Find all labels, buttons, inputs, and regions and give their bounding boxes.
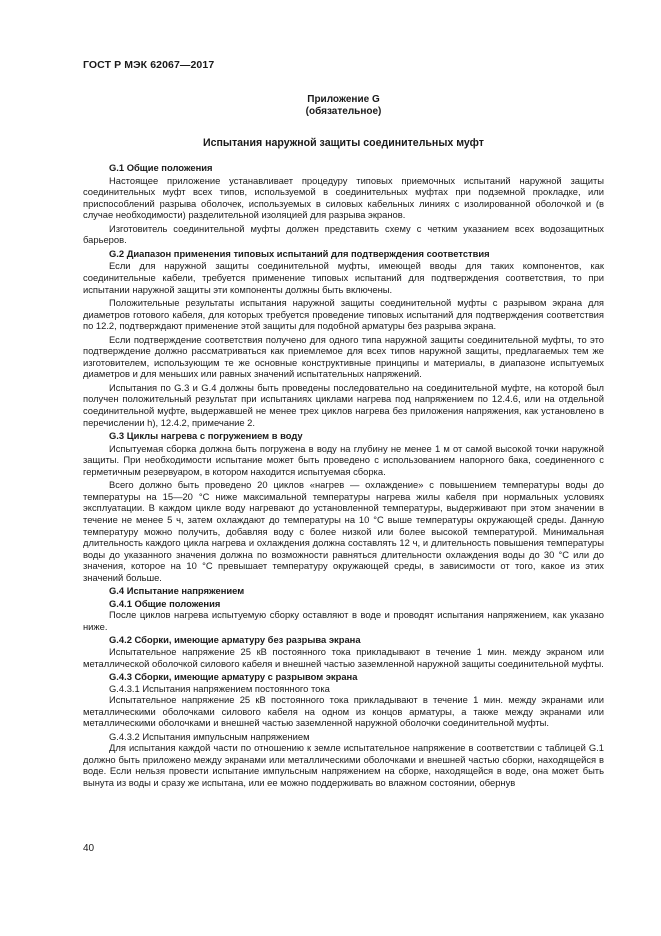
section-g2-paragraph: Если подтверждение соответствия получено для одного типа наружной защиты соединительной муфты, то это подтверждение должно рассматриваться как приемлемое для всех типов наружной защиты, предлагаемых тем же изготовителем, использующим те же основные конструктивные принципы и материалы, в диапазоне испытуемых диаметров и для меньших или равных значений испытательных напряжений. xyxy=(83,333,604,380)
document-header: ГОСТ Р МЭК 62067—2017 xyxy=(83,59,215,71)
section-g431-heading: G.4.3.1 Испытания напряжением постоянного тока xyxy=(109,682,330,694)
section-g1-heading: G.1 Общие положения xyxy=(109,162,213,174)
annex-title: Приложение G xyxy=(307,93,380,105)
section-g42-paragraph: Испытательное напряжение 25 кВ постоянного тока прикладывают в течение 1 мин. между экраном или металлической оболочкой силового кабеля и внешней частью заземленной наружной защиты соединительной муфты. xyxy=(83,645,604,669)
annex-status: (обязательное) xyxy=(305,105,382,117)
section-g2-paragraph: Положительные результаты испытания наружной защиты соединительной муфты с разрывом экрана для диаметров готового кабеля, для которых требуется проведение типовых испытаний для подтверждения соответствия по 12.2, подтверждают применение этой защиты для подобной арматуры без разрыва экрана. xyxy=(83,297,604,332)
section-g432-paragraph: Для испытания каждой части по отношению к земле испытательное напряжение в соответствии с таблицей G.1 должно быть приложено между экранами или металлическими оболочками и внешней частью сборки, находящейся в воде. Если нельзя провести испытание импульсным напряжением на сборке, находящейся в воде, она может быть вынута из воды и сразу же испытана, или ее можно поддерживать во влажном состоянии, обернув xyxy=(83,742,604,788)
section-g3-paragraph: Испытуемая сборка должна быть погружена в воду на глубину не менее 1 м от самой высокой точки наружной защиты. При необходимости испытание может быть проведено с использованием напорного бака, соединенного с герметичным резервуаром, в котором находится испытуемая сборка. xyxy=(83,442,604,477)
section-g2-paragraph: Испытания по G.3 и G.4 должны быть проведены последовательно на соединительной муфте, на которой был получен положительный результат при испытаниях циклами нагрева под напряжением по 12.4.6, или на отдельной соединительной муфте, выдержавшей не менее трех циклов нагрева без приложения напряжения, как установлено в перечислении h), 12.4.2, примечание 2. xyxy=(83,381,604,428)
section-g431-paragraph: Испытательное напряжение 25 кВ постоянного тока прикладывают в течение 1 мин. между экранами или металлическими оболочками силового кабеля на одном из концов арматуры, а также между экранами или металлическими оболочками и внешней частью заземленной наружной оболочки соединительной муфты. xyxy=(83,694,604,729)
section-g3-paragraph: Всего должно быть проведено 20 циклов «нагрев — охлаждение» с повышением температуры воды до температуры на 15—20 °С ниже максимальной температуры нагрева жилы кабеля при нормальных условиях эксплуатации. В каждом цикле воду нагревают до установленной температуры, выдерживают при этом значении в течение не менее 5 ч, затем охлаждают до температуры на 10 °С выше температуры окружающей среды. Данную температуру можно получить, добавляя воду с более низкой или более высокой температурой. Минимальная длительность каждого цикла нагрева и охлаждения должна составлять 12 ч, и длительность повышения температуры воды до указанного значения должна по возможности равняться длительности охлаждения воды до 30 °С или до значения, которое на 10 °С превышает температуру окружающей среды, в зависимости от того, какое из этих значений больше. xyxy=(83,479,604,583)
section-g42-heading: G.4.2 Сборки, имеющие арматуру без разрыва экрана xyxy=(109,634,361,646)
section-g43-heading: G.4.3 Сборки, имеющие арматуру с разрывом экрана xyxy=(109,671,358,683)
page-number: 40 xyxy=(83,843,95,854)
section-g3-heading: G.3 Циклы нагрева с погружением в воду xyxy=(109,430,303,442)
section-g2-paragraph: Если для наружной защиты соединительной муфты, имеющей вводы для таких компонентов, как соединительные кабели, требуется применение типовых испытаний для подтверждения соответствия, то при испытании наружной защиты эти компоненты должны быть включены. xyxy=(83,260,604,295)
section-g432-heading: G.4.3.2 Испытания импульсным напряжением xyxy=(109,730,310,742)
section-g2-heading: G.2 Диапазон применения типовых испытаний для подтверждения соответствия xyxy=(109,247,490,259)
section-g1-paragraph: Изготовитель соединительной муфты должен представить схему с четким указанием всех водозащитных барьеров. xyxy=(83,222,604,246)
annex-main-title: Испытания наружной защиты соединительных муфт xyxy=(203,136,484,149)
section-g41-paragraph: После циклов нагрева испытуемую сборку оставляют в воде и проводят испытания напряжением, как указано ниже. xyxy=(83,609,604,632)
section-g4-heading: G.4 Испытание напряжением xyxy=(109,585,245,597)
section-g41-heading: G.4.1 Общие положения xyxy=(109,597,221,609)
section-g1-paragraph: Настоящее приложение устанавливает процедуру типовых приемочных испытаний наружной защиты соединительных муфт всех типов, используемой в соединительных муфтах при подземной прокладке, или приспособлений разрыва оболочек, используемых в силовых кабельных линиях с изолированной оболочкой и (в случае необходимости) разделительной изоляцией для разрыва экранов. xyxy=(83,174,604,221)
